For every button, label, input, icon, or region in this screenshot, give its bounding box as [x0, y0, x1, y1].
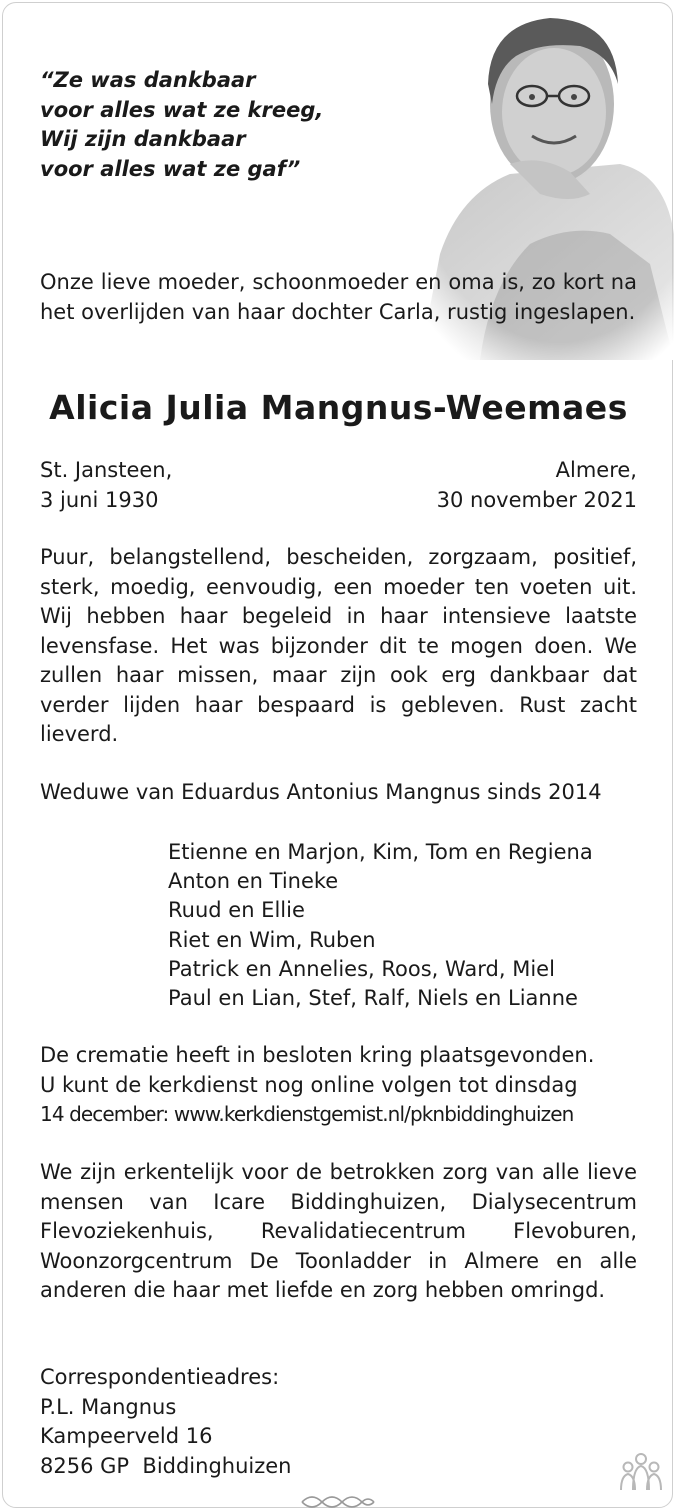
address-street: Kampeerveld 16 — [40, 1424, 213, 1448]
death-info — [437, 456, 637, 515]
address-name: P.L. Mangnus — [40, 1394, 177, 1419]
cremation-text — [40, 1041, 637, 1130]
death-place: Almere, — [555, 458, 637, 482]
cremation-line: De crematie heeft in besloten kring plaatsgevonden. — [40, 1043, 595, 1067]
birth-info — [40, 456, 172, 515]
cremation-line: U kunt de kerkdienst nog online volgen tot dinsdag — [40, 1072, 578, 1097]
thanks-text: We zijn erkentelijk voor de betrokken zorg van alle lieve mensen van Icare Biddinghuizen, Dialysecentrum Flevoziekenhuis, Revalidatiecentrum Flevoburen, Woonzorgcentrum De Toonladder in Almere en alle anderen die haar met liefde en zorg hebben omringd. — [40, 1160, 637, 1302]
family-icon — [618, 1452, 664, 1492]
cremation-line-link: 14 december: www.kerkdienstgemist.nl/pknbiddinghuizen — [40, 1102, 574, 1126]
quote-line: Wij zijn dankbaar — [40, 127, 246, 151]
family-line: Paul en Lian, Stef, Ralf, Niels en Lianne — [168, 986, 578, 1011]
quote-line: voor alles wat ze kreeg, — [40, 97, 324, 122]
quote-line: voor alles wat ze gaf” — [40, 156, 301, 181]
intro-text: Onze lieve moeder, schoonmoeder en oma is, zo kort na het overlijden van haar dochter Carla, rustig ingeslapen. — [40, 270, 637, 324]
birth-place: St. Jansteen, — [40, 458, 173, 482]
quote-line: “Ze was dankbaar — [40, 68, 256, 92]
correspondence-address — [40, 1363, 292, 1481]
birth-date: 3 juni 1930 — [40, 487, 159, 512]
address-heading: Correspondentieadres: — [40, 1365, 280, 1389]
family-line: Riet en Wim, Ruben — [168, 927, 376, 952]
family-line: Anton en Tineke — [168, 869, 339, 894]
ornament-icon — [298, 1490, 378, 1510]
widow-line: Weduwe van Eduardus Antonius Mangnus sinds 2014 — [40, 780, 602, 804]
family-line: Patrick en Annelies, Roos, Ward, Miel — [168, 956, 555, 981]
address-city: 8256 GP Biddinghuizen — [40, 1453, 292, 1478]
death-date: 30 november 2021 — [436, 487, 637, 512]
family-line: Ruud en Ellie — [168, 898, 305, 923]
family-line: Etienne en Marjon, Kim, Tom en Regiena — [168, 840, 593, 864]
family-list — [168, 838, 593, 1013]
deceased-name: Alicia Julia Mangnus-Weemaes — [49, 388, 628, 427]
tribute-text: Puur, belangstellend, bescheiden, zorgzaam, positief, sterk, moedig, eenvoudig, een moeder ten voeten uit. Wij hebben haar begeleid in haar intensieve laatste levensfase. Het was bijzonder dit te mogen doen. We zullen haar missen, maar zijn ook erg dankbaar dat verder lijden haar bespaard is gebleven. Rust zacht lieverd. — [40, 545, 637, 746]
quote — [40, 66, 323, 184]
